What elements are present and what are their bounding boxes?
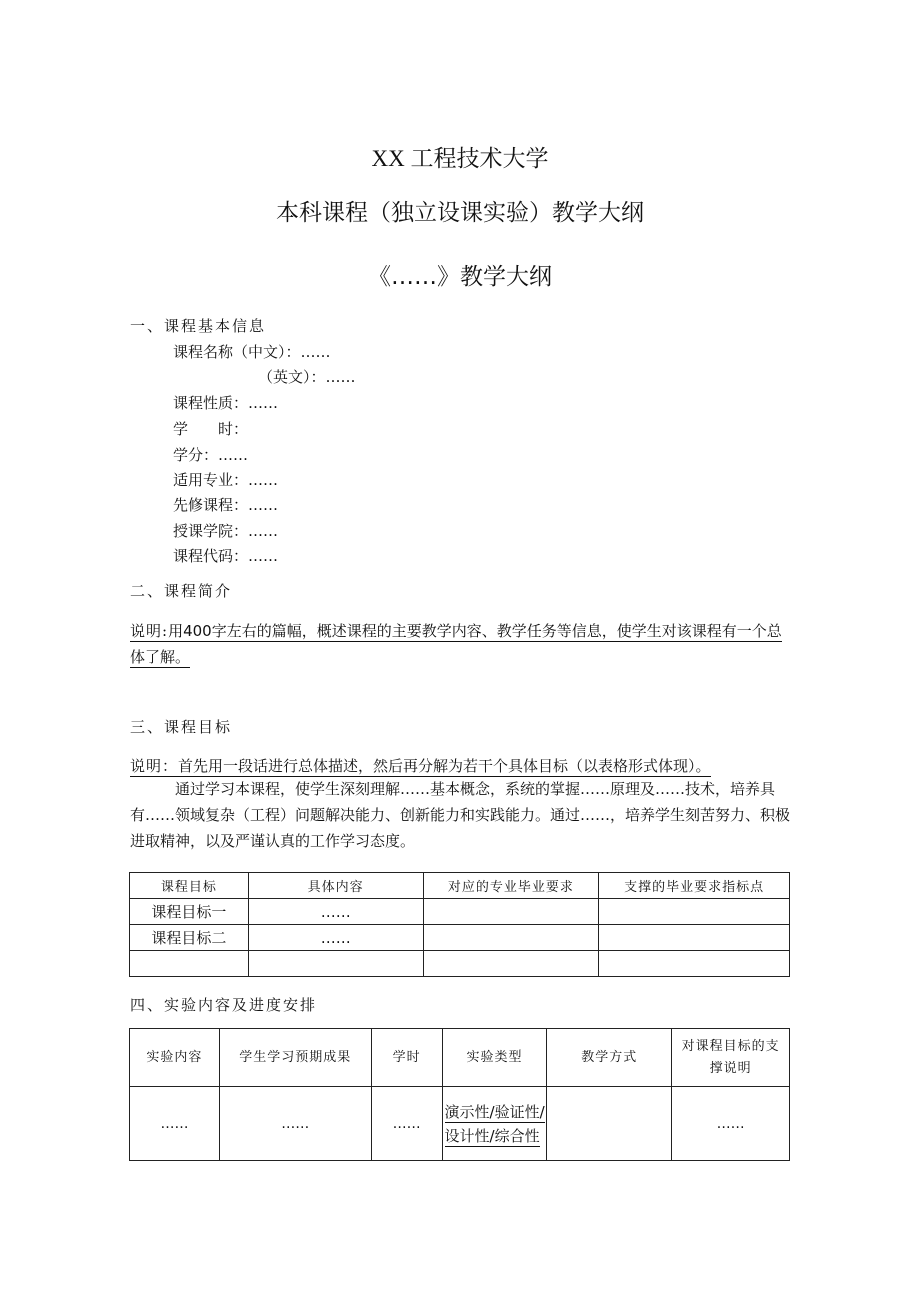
- field-college: 授课学院：……: [173, 522, 279, 540]
- table-row: [130, 925, 790, 951]
- header-cell: 对课程目标的支撑说明: [672, 1029, 790, 1087]
- field-credits: 学分：……: [173, 446, 249, 464]
- section-2-heading: 二、课程简介: [130, 582, 233, 600]
- field-course-name-en: （英文）：……: [258, 368, 356, 386]
- section-1-heading: 一、课程基本信息: [130, 317, 267, 335]
- experiment-type-text: 演示性/验证性/设计性/综合性: [444, 1102, 545, 1145]
- note-text: 用400字左右的篇幅，概述课程的主要教学内容、教学任务等信息，使学生对该课程有一个总体了解。: [130, 622, 782, 666]
- table-row: [130, 1087, 790, 1161]
- note-label: 说明：: [130, 757, 179, 775]
- table-cell: ……: [219, 1087, 371, 1161]
- header-cell: 实验内容: [130, 1029, 220, 1087]
- header-cell: 对应的专业毕业要求: [423, 873, 599, 899]
- table-cell: ……: [371, 1087, 442, 1161]
- table-cell: [599, 951, 790, 977]
- header-cell: 课程目标: [130, 873, 249, 899]
- course-objectives-table: [129, 872, 790, 977]
- table-cell: [599, 925, 790, 951]
- table-cell: [248, 951, 423, 977]
- header-cell: 学时: [371, 1029, 442, 1087]
- table-cell: [547, 1087, 672, 1161]
- note-label: 说明:: [130, 622, 169, 640]
- header-cell: 学生学习预期成果: [219, 1029, 371, 1087]
- header-cell: 教学方式: [547, 1029, 672, 1087]
- note-text: 首先用一段话进行总体描述，然后再分解为若干个具体目标（以表格形式体现）。: [178, 757, 711, 775]
- field-applicable-major: 适用专业：……: [173, 471, 279, 489]
- header-cell: 具体内容: [248, 873, 423, 899]
- field-course-code: 课程代码：……: [173, 547, 279, 565]
- header-cell: 支撑的毕业要求指标点: [599, 873, 790, 899]
- table-cell: [423, 899, 599, 925]
- header-cell: 实验类型: [442, 1029, 547, 1087]
- section-4-heading: 四、实验内容及进度安排: [130, 996, 318, 1014]
- table-cell: ……: [248, 925, 423, 951]
- experiment-schedule-table: [129, 1028, 790, 1161]
- table-header-row: [130, 1029, 790, 1087]
- table-cell: 课程目标二: [130, 925, 249, 951]
- table-cell-experiment-type: [442, 1087, 547, 1161]
- table-row: [130, 899, 790, 925]
- field-prerequisites: 先修课程：……: [173, 496, 279, 514]
- section-2-note: [130, 618, 792, 670]
- table-cell: [130, 951, 249, 977]
- course-syllabus-title: 《……》教学大纲: [368, 264, 552, 290]
- university-title: XX 工程技术大学: [371, 146, 549, 171]
- table-cell: ……: [672, 1087, 790, 1161]
- section-3-heading: 三、课程目标: [130, 718, 233, 736]
- field-course-name-cn: 课程名称（中文）：……: [173, 343, 331, 361]
- document-type-title: 本科课程（独立设课实验）教学大纲: [276, 200, 644, 226]
- field-course-nature: 课程性质：……: [173, 394, 279, 412]
- section-3-body: 通过学习本课程，使学生深刻理解……基本概念，系统的掌握……原理及……技术，培养具有……领域复杂（工程）问题解决能力、创新能力和实践能力。通过……，培养学生刻苦努力、积极进取精神，以及严谨认真的工作学习态度。: [130, 780, 791, 850]
- field-hours: 学 时：: [173, 420, 249, 438]
- table-row: [130, 951, 790, 977]
- table-cell: [599, 899, 790, 925]
- table-cell: [423, 925, 599, 951]
- table-cell: ……: [248, 899, 423, 925]
- table-header-row: [130, 873, 790, 899]
- table-cell: ……: [130, 1087, 220, 1161]
- table-cell: 课程目标一: [130, 899, 249, 925]
- table-cell: [423, 951, 599, 977]
